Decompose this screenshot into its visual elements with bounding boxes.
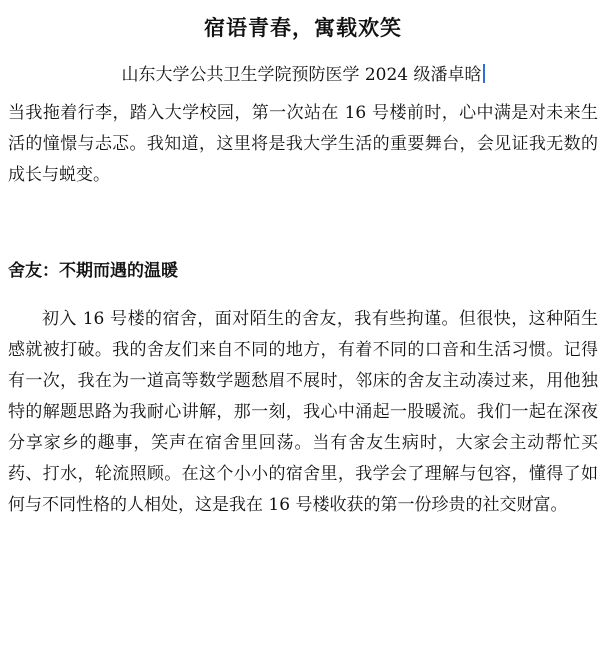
- text-cursor: [483, 64, 485, 83]
- section-heading: 舍友：不期而遇的温暖: [8, 261, 178, 281]
- document-title: 宿语青春，寓载欢笑: [204, 16, 402, 40]
- author-text: 山东大学公共卫生学院预防医学 2024 级潘卓晗: [121, 65, 482, 85]
- section-paragraph: 初入 16 号楼的宿舍，面对陌生的舍友，我有些拘谨。但很快，这种陌生感就被打破。我的舍友们来自不同的地方，有着不同的口音和生活习惯。记得有一次，我在为一道高等数学题愁眉不展时，邻床的舍友主动凑过来，用他独特的解题思路为我耐心讲解，那一刻，我心中涌起一股暖流。我们一起在深夜分享家乡的趣事，笑声在宿舍里回荡。当有舍友生病时，大家会主动帮忙买药、打水，轮流照顾。在这个小小的宿舍里，我学会了理解与包容，懂得了如何与不同性格的人相处，这是我在 16 号楼收获的第一份珍贵的社交财富。: [8, 309, 598, 515]
- intro-paragraph: 当我拖着行李，踏入大学校园，第一次站在 16 号楼前时，心中满是对未来生活的憧憬与忐忑。我知道，这里将是我大学生活的重要舞台，会见证我无数的成长与蜕变。: [8, 103, 598, 185]
- author-line: [0, 62, 606, 88]
